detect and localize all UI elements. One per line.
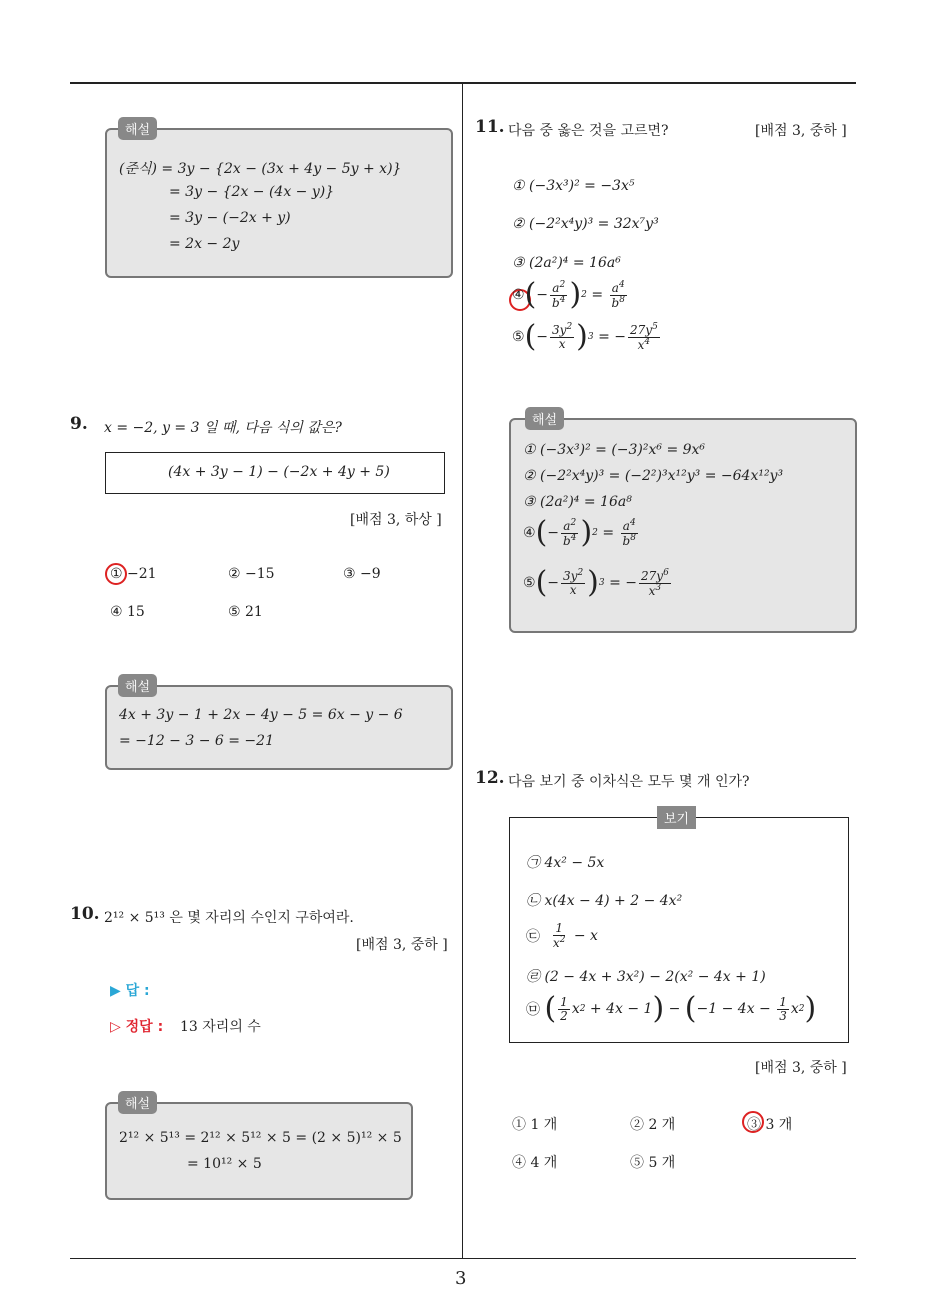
haeseol-tag: 해설 (525, 407, 564, 430)
column-divider (462, 84, 463, 1258)
question-stem: 다음 보기 중 이차식은 모두 몇 개 인가? (508, 774, 750, 790)
question-number: 9. (70, 414, 88, 434)
question-number: 11. (475, 117, 505, 137)
choice-4-label: ④ (512, 287, 525, 303)
choice-3[interactable]: ③ 3 개 (747, 1117, 793, 1133)
bogi-item: ㉢ $\frac{1}{x^2}$ − x (526, 921, 598, 950)
top-rule (70, 82, 856, 84)
choice-2[interactable]: ② −15 (228, 566, 275, 582)
solution-box-q10 (105, 1102, 413, 1200)
solution-line: ③ (2a²)⁴ = 16a⁸ (523, 494, 632, 510)
choice-1[interactable]: ① (−3x³)² = −3x⁵ (512, 178, 635, 194)
solution-line: (준식) = 3y − {2x − (3x + 4y − 5y + x)} (119, 161, 402, 177)
answer-label: ▶ 답 : (110, 983, 150, 999)
choice-5[interactable]: ⑤ 21 (228, 604, 263, 620)
solution-line: 4x + 3y − 1 + 2x − 4y − 5 = 6x − y − 6 (119, 707, 403, 723)
choice-4[interactable]: ④ 4 개 (512, 1155, 558, 1171)
solution-line: ② (−2²x⁴y)³ = (−2²)³x¹²y³ = −64x¹²y³ (523, 468, 784, 484)
question-stem: 2¹² × 5¹³ 은 몇 자리의 수인지 구하여라. (104, 910, 354, 926)
choice-1[interactable]: ① −21 (110, 566, 157, 582)
solution-line: = 2x − 2y (169, 236, 240, 252)
choice-2[interactable]: ② (−2²x⁴y)³ = 32x⁷y³ (512, 216, 659, 232)
page-number: 3 (455, 1268, 467, 1289)
choice-3[interactable]: ③ −9 (343, 566, 381, 582)
haeseol-tag: 해설 (118, 117, 157, 140)
choice-3[interactable]: ③ (2a²)⁴ = 16a⁶ (512, 255, 621, 271)
expression: (4x + 3y − 1) − (−2x + 4y + 5) (168, 464, 390, 480)
solution-line: ④ ( − $\frac{a^2}{b^4}$ ) 2 = $\frac{a^4}{b^8}$ (523, 515, 636, 550)
score-meta: [배점 3, 중하 ] (755, 1060, 847, 1076)
solution-line: = 3y − {2x − (4x − y)} (169, 184, 335, 200)
solution-line: = 3y − (−2x + y) (169, 210, 291, 226)
question-number: 10. (70, 904, 100, 924)
score-meta: [배점 3, 하상 ] (350, 512, 442, 528)
choice-5[interactable]: ⑤ 5 개 (630, 1155, 676, 1171)
choice-5-label: ⑤ (512, 329, 525, 345)
bogi-box (509, 817, 849, 1043)
bogi-item: ㉣ (2 − 4x + 3x²) − 2(x² − 4x + 1) (526, 969, 766, 985)
bogi-item: ㉡ x(4x − 4) + 2 − 4x² (526, 893, 683, 909)
choice-5[interactable]: ⑤ ( − $\frac{3y^2}{x}$ ) 3 = − $\frac{27y^5}{x^4}$ (512, 319, 658, 354)
bogi-item: ㉤ ( $\frac{1}{2}$ x 2 + 4x − 1 ) − ( −1 − 4x − $\frac{1}{3}$ x 2 ) (526, 991, 817, 1026)
choice-4[interactable]: ④ ( − $\frac{a^2}{b^4}$ ) 2 = $\frac{a^4}{b^8}$ (512, 277, 625, 312)
question-number: 12. (475, 768, 505, 788)
solution-line: = 10¹² × 5 (187, 1156, 262, 1172)
solution-box-q8 (105, 128, 453, 278)
expression-box (105, 452, 445, 494)
choice-1[interactable]: ① 1 개 (512, 1117, 558, 1133)
bogi-item: ㉠ 4x² − 5x (526, 855, 605, 871)
correct-answer-value: 13 자리의 수 (180, 1019, 261, 1035)
haeseol-tag: 해설 (118, 674, 157, 697)
score-meta: [배점 3, 중하 ] (755, 123, 847, 139)
question-stem: x = −2, y = 3 일 때, 다음 식의 값은? (104, 420, 342, 436)
correct-answer-label: ▷ 정답 : (110, 1019, 164, 1035)
choice-4[interactable]: ④ 15 (110, 604, 145, 620)
bottom-rule (70, 1258, 856, 1259)
solution-box-q9 (105, 685, 453, 770)
solution-box-q11 (509, 418, 857, 633)
solution-line: 2¹² × 5¹³ = 2¹² × 5¹² × 5 = (2 × 5)¹² × 5 (119, 1130, 402, 1146)
bogi-tag: 보기 (657, 806, 696, 829)
solution-line: ① (−3x³)² = (−3)²x⁶ = 9x⁶ (523, 442, 706, 458)
solution-line: = −12 − 3 − 6 = −21 (119, 733, 274, 749)
haeseol-tag: 해설 (118, 1091, 157, 1114)
score-meta: [배점 3, 중하 ] (356, 937, 448, 953)
choice-2[interactable]: ② 2 개 (630, 1117, 676, 1133)
solution-line: ⑤ ( − $\frac{3y^2}{x}$ ) 3 = − $\frac{27y^6}{x^3}$ (523, 565, 669, 600)
question-stem: 다음 중 옳은 것을 고르면? (508, 123, 669, 139)
